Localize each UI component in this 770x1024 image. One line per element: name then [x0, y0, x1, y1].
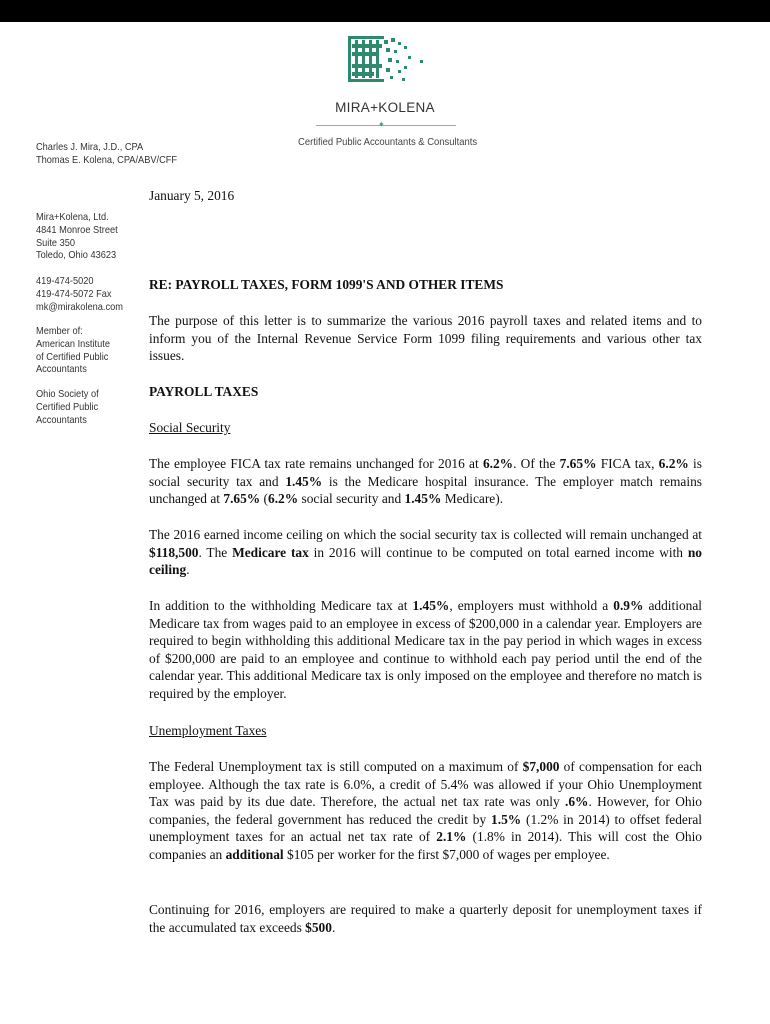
paragraph-quarterly-deposit: Continuing for 2016, employers are required to make a quarterly deposit for unemployment taxes if the accumulated tax exceeds $500.: [149, 902, 702, 935]
partner-name: Thomas E. Kolena, CPA/ABV/CFF: [36, 153, 178, 166]
firm-name: MIRA+KOLENA: [335, 100, 435, 115]
abacus-logo-icon: [346, 34, 428, 88]
divider-mark-icon: ✦: [378, 120, 385, 129]
membership-block: Member of: American Institute of Certified Public Accountants: [36, 325, 110, 376]
paragraph-fica-rate: The employee FICA tax rate remains unchanged for 2016 at 6.2%. Of the 7.65% FICA tax, 6.2% is social security tax and 1.45% is the Medicare hospital insurance. The employer match remains unchanged at 7.65% (6.2% social security and 1.45% Medicare).: [149, 456, 703, 507]
subheading-social-security: Social Security: [149, 420, 231, 435]
partners-block: [36, 141, 177, 167]
firm-tagline: Certified Public Accountants & Consultants: [298, 136, 478, 148]
intro-paragraph: The purpose of this letter is to summarize the various 2016 payroll taxes and related items and to inform you of the Internal Revenue Service Form 1099 filing requirements and various other tax issues.: [149, 313, 702, 364]
fax: 419-474-5072 Fax: [36, 287, 112, 300]
ohio-society-block: Ohio Society of Certified Public Accountants: [36, 388, 99, 426]
letter-date: January 5, 2016: [149, 188, 235, 203]
phone: 419-474-5020: [36, 275, 94, 287]
paragraph-additional-medicare: In addition to the withholding Medicare tax at 1.45%, employers must withhold a 0.9% additional Medicare tax from wages paid to an employee in excess of $200,000 in a calendar year. Employers are required to begin withholding this additional Medicare tax in the pay period in which wages in excess of $200,000 are paid to an employee and continue to withhold each pay period until the end of the calendar year. This additional Medicare tax is only imposed on the employee and therefore no match is required by the employer.: [149, 598, 702, 701]
section-heading: PAYROLL TAXES: [149, 384, 259, 399]
paragraph-income-ceiling: The 2016 earned income ceiling on which the social security tax is collected will remain unchanged at $118,500. The Medicare tax in 2016 will continue to be computed on total earned income with no ceiling.: [149, 527, 703, 578]
address-block: Mira+Kolena, Ltd. 4841 Monroe Street Suite 350 Toledo, Ohio 43623: [36, 211, 118, 262]
subheading-unemployment: Unemployment Taxes: [149, 723, 267, 738]
contact-block: [36, 275, 123, 313]
email-link[interactable]: mk@mirakolena.com: [36, 300, 123, 313]
partner-name: Charles J. Mira, J.D., CPA: [36, 141, 144, 153]
re-line: RE: PAYROLL TAXES, FORM 1099'S AND OTHER ITEMS: [149, 277, 504, 292]
divider-rule: [316, 125, 456, 126]
top-black-bar: [0, 0, 770, 22]
paragraph-futa: The Federal Unemployment tax is still computed on a maximum of $7,000 of compensation for each employee. Although the tax rate is 6.0%, a credit of 5.4% was allowed if your Ohio Unemployment Tax was paid by its due date. Therefore, the actual net tax rate was only .6%. However, for Ohio companies, the federal government has reduced the credit by 1.5% (1.2% in 2014) to offset federal unemployment taxes for an actual net tax rate of 2.1% (1.8% in 2014). This will cost the Ohio companies an additional $105 per worker for the first $7,000 of wages per employee.: [149, 759, 703, 862]
